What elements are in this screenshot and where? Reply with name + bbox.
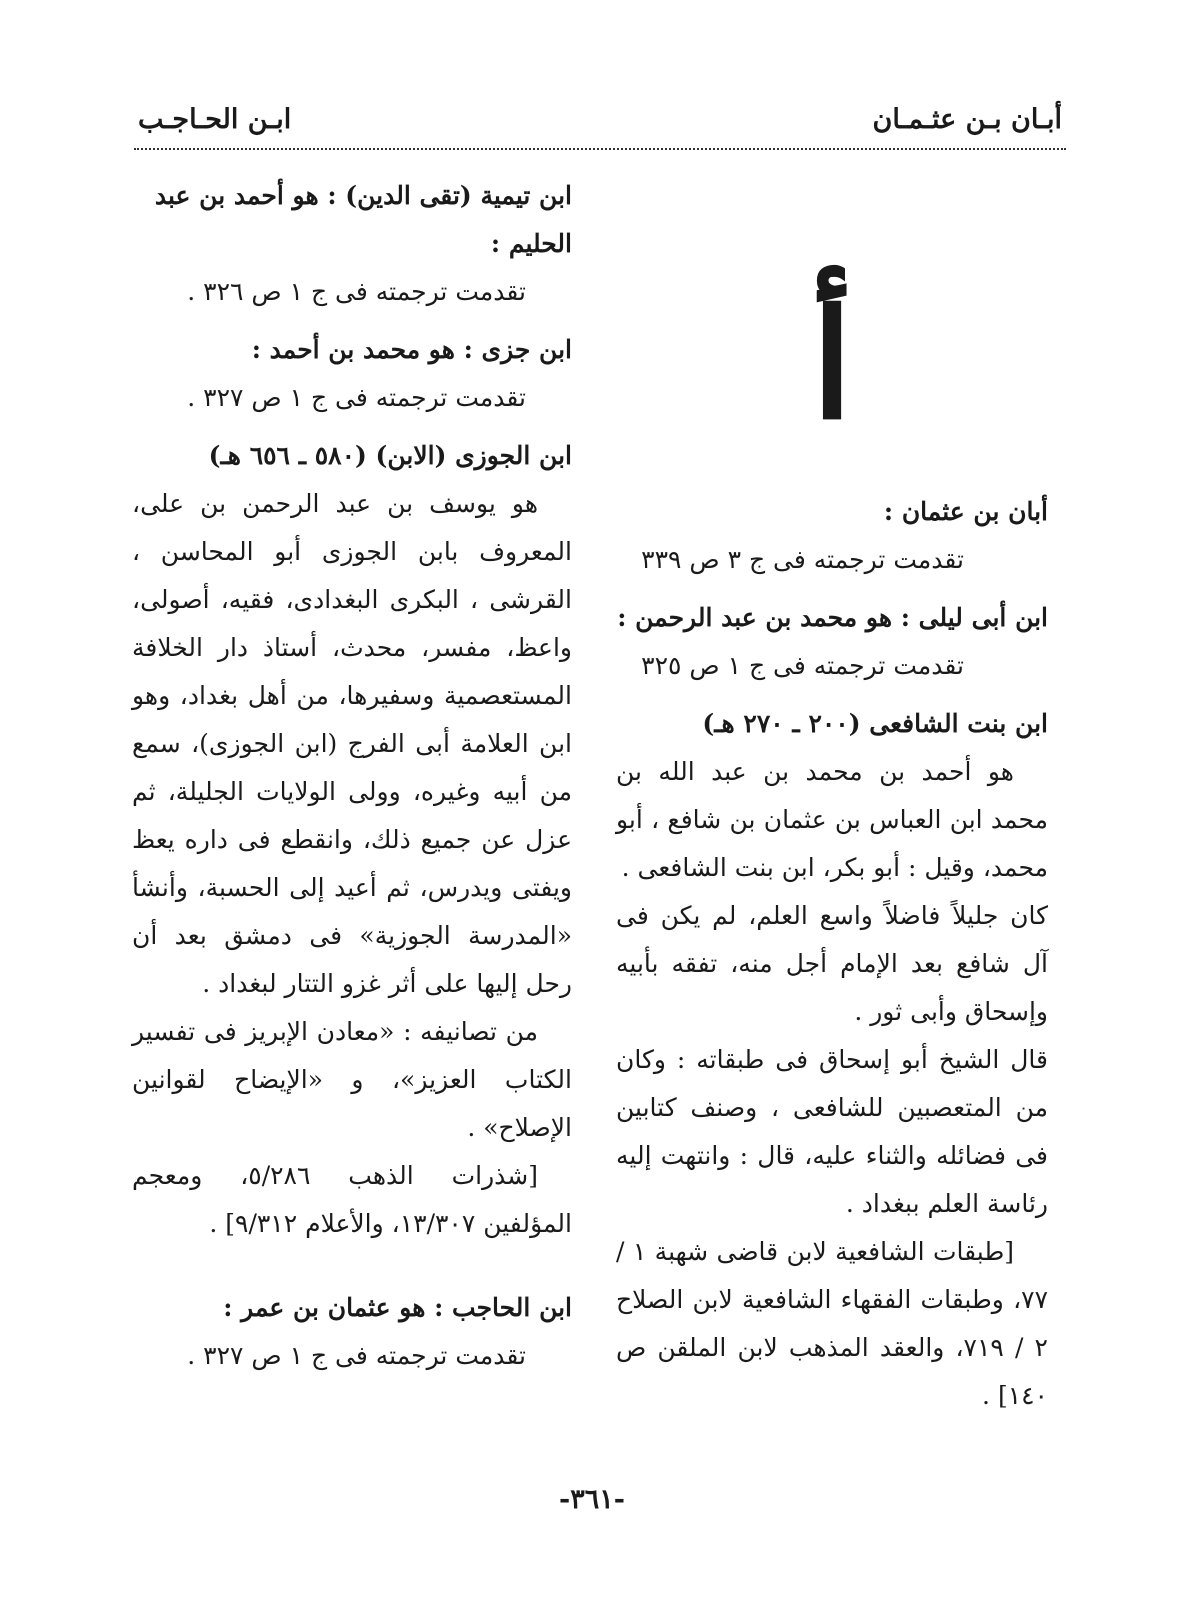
entry-paragraph: قال الشيخ أبو إسحاق فى طبقاته : وكان من المتعصبين للشافعى ، وصنف كتابين فى فضائله والثناء عليه، قال : وانتهت إليه رئاسة العلم ببغداد .	[616, 1045, 1048, 1218]
page-number: -٣٦١-	[559, 1484, 625, 1515]
entry-paragraph: هو يوسف بن عبد الرحمن بن على، المعروف بابن الجوزى أبو المحاسن ، القرشى ، البكرى البغدادى، فقيه، أصولى، واعظ، مفسر، محدث، أستاذ دار الخلافة المستعصمية وسفيرها، من أهل بغداد، وهو ابن العلامة أبى الفرج (ابن الجوزى)، سمع من أبيه وغيره، وولى الولايات الجليلة، ثم عزل عن جميع ذلك، وانقطع فى داره يعظ ويفتى ويدرس، ثم أعيد إلى الحسبة، وأنشأ «المدرسة الجوزية» فى دمشق بعد أن رحل إليها على أثر غزو التتار لبغداد .	[132, 489, 572, 998]
entry-reference: تقدمت ترجمته فى ج ٣ ص ٣٣٩	[641, 545, 964, 574]
entry-reference: تقدمت ترجمته فى ج ١ ص ٣٢٧ .	[187, 383, 526, 412]
entry-title: أبان بن عثمان :	[883, 497, 1048, 526]
entry-title: ابن تيمية (تقى الدين) : هو أحمد بن عبد الحليم :	[154, 181, 572, 258]
entry-title: ابن جزى : هو محمد بن أحمد :	[251, 335, 572, 364]
entry-ibn-al-hajib	[132, 1284, 572, 1380]
entry-paragraph: من تصانيفه : «معادن الإبريز فى تفسير الكتاب العزيز»، و «الإيضاح لقوانين الإصلاح» .	[132, 1017, 572, 1142]
entry-sources: [شذرات الذهب ٥/٢٨٦، ومعجم المؤلفين ١٣/٣٠٧، والأعلام ٩/٣١٢] .	[132, 1161, 572, 1238]
entry-reference: تقدمت ترجمته فى ج ١ ص ٣٢٧ .	[187, 1341, 526, 1370]
header-right-title: أبـان بـن عثـمـان	[872, 104, 1062, 135]
header-left-title: ابـن الحـاجـب	[138, 104, 292, 135]
entry-ibn-bint-al-shafii	[616, 700, 1048, 1420]
entry-reference: تقدمت ترجمته فى ج ١ ص ٣٢٥	[641, 651, 964, 680]
entry-title: ابن أبى ليلى : هو محمد بن عبد الرحمن :	[617, 603, 1048, 632]
entry-title: ابن بنت الشافعى (٢٠٠ ـ ٢٧٠ هـ)	[702, 709, 1048, 738]
entry-ibn-taymiyya	[132, 172, 572, 316]
right-column	[616, 168, 1048, 1430]
entry-sources: [طبقات الشافعية لابن قاضى شهبة ١ / ٧٧، وطبقات الفقهاء الشافعية لابن الصلاح ٢ / ٧١٩، والعقد المذهب لابن الملقن ص ١٤٠] .	[616, 1237, 1048, 1410]
entry-aban-ibn-uthman	[616, 488, 1048, 584]
running-header	[134, 98, 1066, 150]
entry-title: ابن الجوزى (الابن) (٥٨٠ ـ ٦٥٦ هـ)	[208, 441, 572, 470]
entry-paragraph: هو أحمد بن محمد بن عبد الله بن محمد ابن العباس بن عثمان بن شافع ، أبو محمد، وقيل : أبو بكر، ابن بنت الشافعى .	[616, 757, 1048, 882]
section-letter: أ	[811, 277, 853, 453]
left-column	[132, 172, 572, 1390]
spacer	[132, 1258, 572, 1284]
entry-title: ابن الحاجب : هو عثمان بن عمر :	[223, 1293, 572, 1322]
entry-ibn-abi-layla	[616, 594, 1048, 690]
entry-ibn-juzay	[132, 326, 572, 422]
entry-reference: تقدمت ترجمته فى ج ١ ص ٣٢٦ .	[187, 277, 526, 306]
entry-paragraph: كان جليلاً فاضلاً واسع العلم، لم يكن فى آل شافع بعد الإمام أجل منه، تفقه بأبيه وإسحاق وأبى ثور .	[616, 901, 1048, 1026]
entry-ibn-al-jawzi	[132, 432, 572, 1248]
